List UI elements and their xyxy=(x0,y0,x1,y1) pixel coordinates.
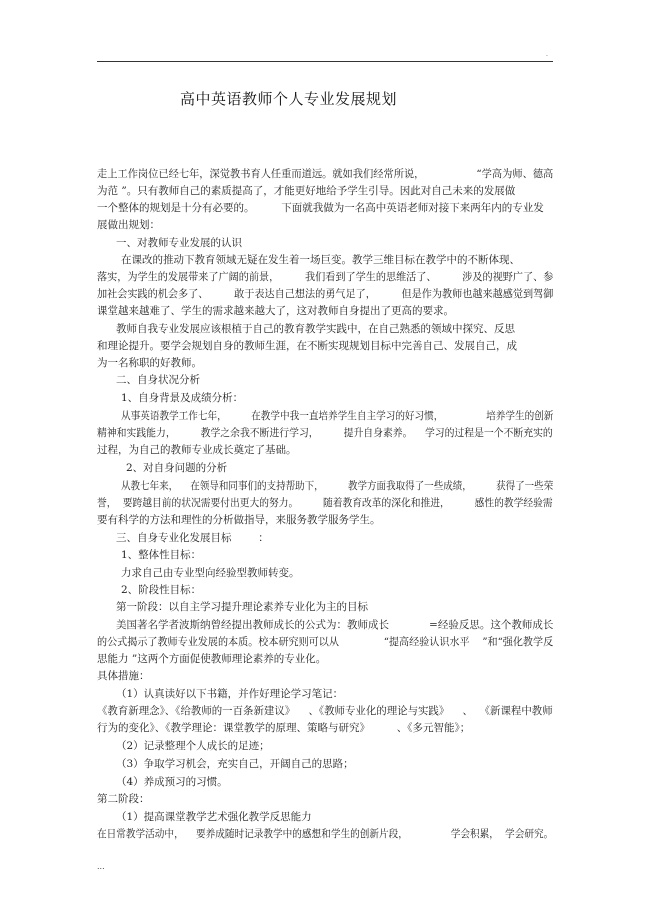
text-line: 行为的变化》、《教学理论：课堂教学的原理、策略与研究》 、《多元智能》； xyxy=(97,722,471,734)
text-line: 和理论提升。要学会规划自身的教师生涯，在不断实现规划目标中完善自己、发展自己，成 xyxy=(97,340,517,352)
text-line: 走上工作岗位已经七年，深觉教书育人任重而道远。就如我们经常所说， “学高为师、德高 xyxy=(97,168,554,180)
text-line: 思能力 ”这两个方面促使教师理论素养的专业化。 xyxy=(97,653,327,665)
header-rule xyxy=(97,61,553,62)
list-item: （1）提高课堂教学艺术强化教学反思能力 xyxy=(116,811,312,823)
text-line: 第二阶段： xyxy=(97,793,150,805)
text-line: 力求自己由专业型向经验型教师转变。 xyxy=(121,567,300,579)
text-line: 展做出规划： xyxy=(97,219,160,231)
text-line: 《教育新理念》、《给教师的一百条新建议》 、《教师专业化的理论与实践》 、 《新课程中教师 xyxy=(97,705,553,717)
section-heading: 一、对教师专业发展的认识 xyxy=(116,237,242,249)
list-item: （2）记录整理个人成长的足迹； xyxy=(116,740,270,752)
text-line: 课堂越来越难了、学生的需求越来越大了，这对教师自身提出了更高的要求。 xyxy=(97,305,454,317)
text-line: 誉， 要跨越目前的状况需要付出更大的努力。 随着教育改革的深化和推进， 感性的教学经验需 xyxy=(97,497,553,509)
text-line: 为范 ”。只有教师自己的素质提高了，才能更好地给予学生引导。因此对自己未来的发展做 xyxy=(97,185,516,197)
text-line: 为一名称职的好教师。 xyxy=(97,357,202,369)
text-line: 教师自我专业发展应该根植于自己的教育教学实践中，在自己熟悉的领域中探究、反思 xyxy=(116,323,515,335)
subsection-heading: 2、对自身问题的分析 xyxy=(126,462,228,474)
section-heading: 二、自身状况分析 xyxy=(116,374,200,386)
text-line: 要有科学的方法和理性的分析做指导，来服务教学服务学生。 xyxy=(97,514,381,526)
subsection-heading: 1、整体性目标： xyxy=(121,549,202,561)
subsection-heading: 2、阶段性目标： xyxy=(121,584,202,596)
text-line: 第一阶段：以自主学习提升理论素养专业化为主的目标 xyxy=(116,601,368,613)
text-line: 精神和实践能力， 教学之余我不断进行学习， 提升自身素养。 学习的过程是一个不断充实的 xyxy=(97,427,553,439)
text-line: 落实，为学生的发展带来了广阔的前景， 我们看到了学生的思维活了、 涉及的视野广了、参 xyxy=(97,271,554,283)
text-line: 在日常教学活动中， 要养成随时记录教学中的感想和学生的创新片段， 学会积累， 学会研究。 xyxy=(97,828,554,840)
text-line: 从教七年来， 在领导和同事们的支持帮助下， 教学方面我取得了一些成绩， 获得了一些荣 xyxy=(121,480,554,492)
document-title: 高中英语教师个人专业发展规划 xyxy=(180,90,398,108)
subsection-heading: 1、自身背景及成绩分析： xyxy=(121,392,244,404)
text-line: 从事英语教学工作七年， 在教学中我一直培养学生自主学习的好习惯， 培养学生的创新 xyxy=(121,410,554,422)
text-line: 具体措施： xyxy=(97,670,150,682)
section-heading: 三、自身专业化发展目标 ： xyxy=(116,532,269,544)
text-line: 的公式揭示了教师专业发展的本质。校本研究则可以从 “提高经验认识水平 ”和“强化教学反 xyxy=(97,636,554,648)
text-line: 在课改的推动下教育领域无疑在发生着一场巨变。教学三维目标在教学中的不断体现、 xyxy=(121,254,520,266)
corner-mark: . xyxy=(546,51,548,58)
list-item: （1）认真读好以下书籍，并作好理论学习笔记： xyxy=(116,688,344,700)
text-line: 过程，为自己的教师专业成长奠定了基础。 xyxy=(97,444,297,456)
footer-mark: ... xyxy=(97,862,105,871)
text-line: 美国著名学者波斯纳曾经提出教师成长的公式为：教师成长 =经验反思。这个教师成长 xyxy=(116,619,554,631)
list-item: （4）养成预习的习惯。 xyxy=(116,776,228,788)
text-line: 加社会实践的机会多了、 敢于表达自己想法的勇气足了， 但是作为教师也越来越感觉到驾御 xyxy=(97,288,554,300)
list-item: （3）争取学习机会，充实自己，开阔自己的思路； xyxy=(116,758,354,770)
text-line: 一个整体的规划是十分有必要的。 下面就我做为一名高中英语老师对接下来两年内的专业发 xyxy=(97,202,544,214)
